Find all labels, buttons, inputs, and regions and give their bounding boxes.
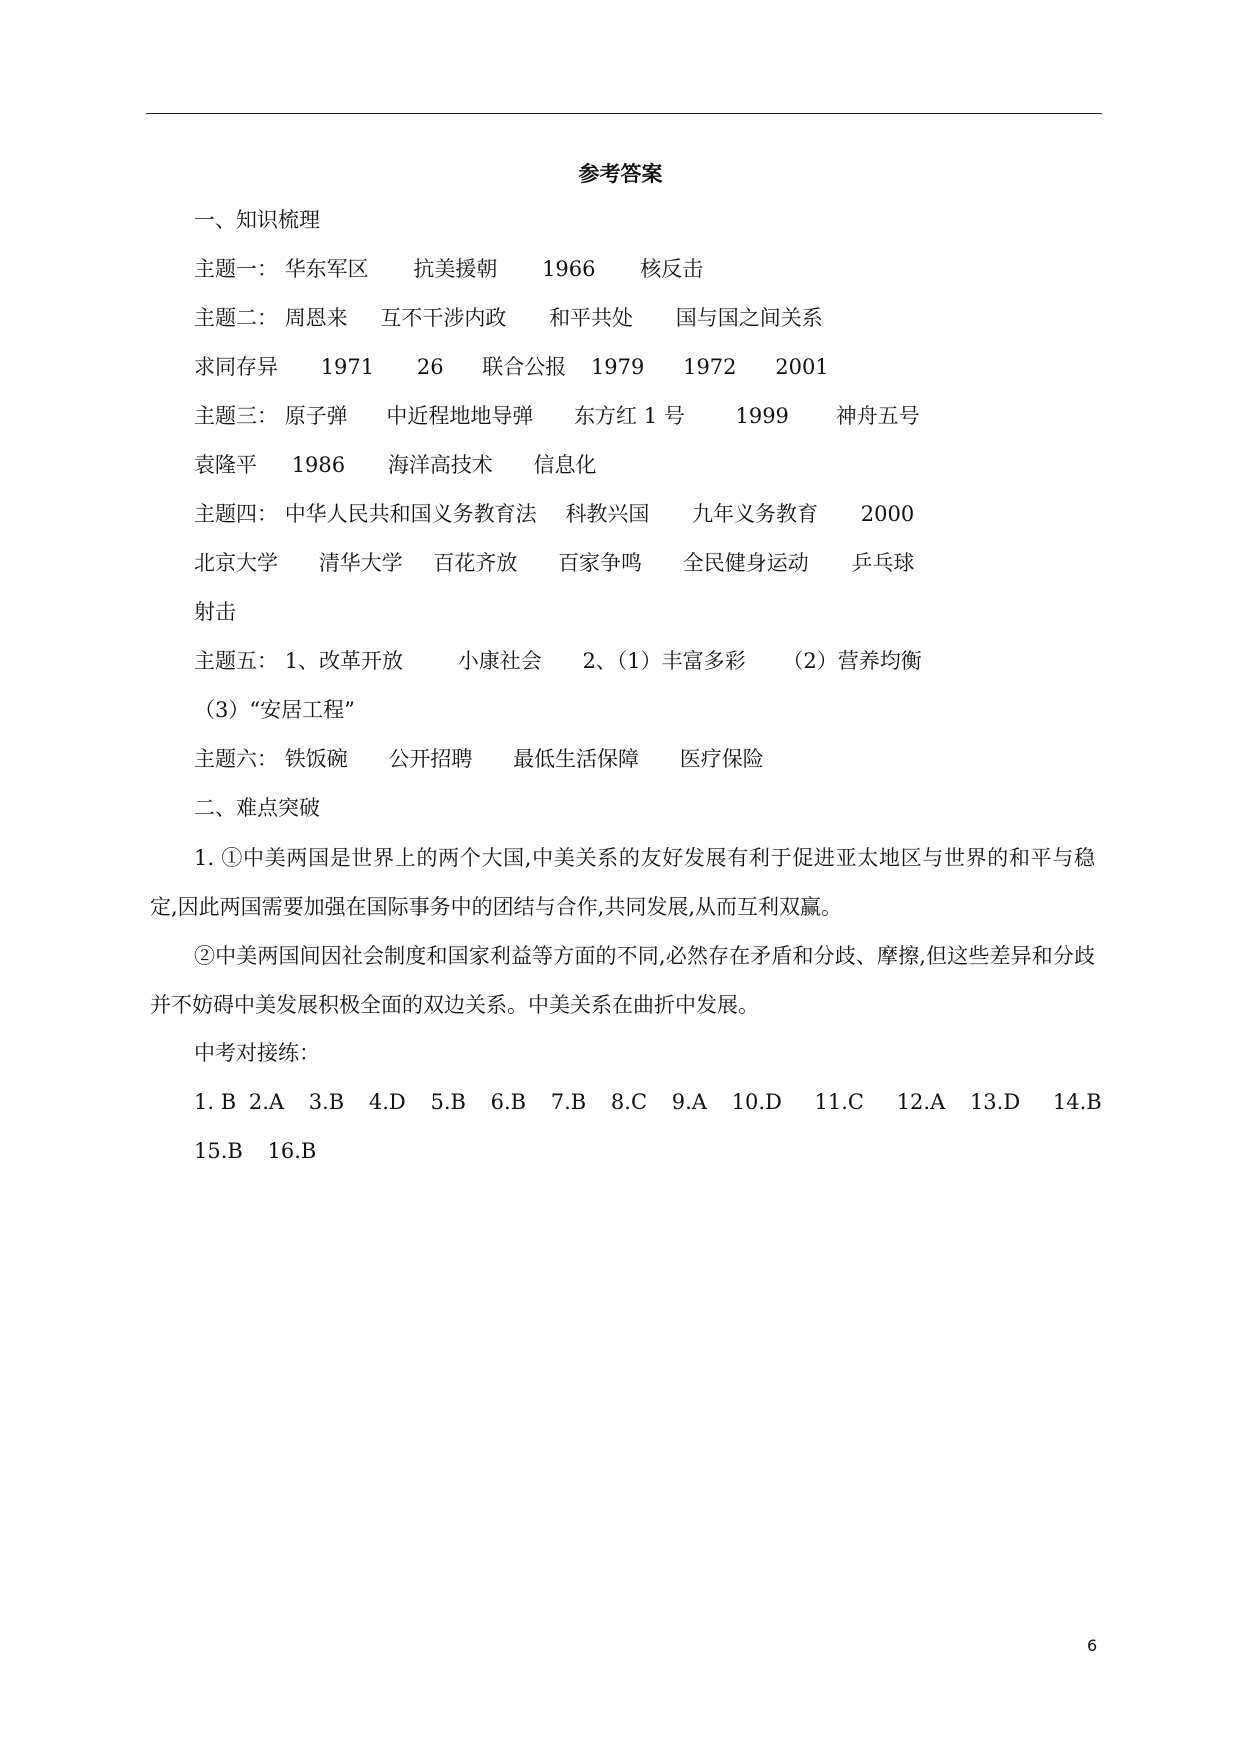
answer-item: 联合公报 <box>482 355 567 379</box>
answer-item: 袁隆平 <box>194 453 257 477</box>
theme-4-label: 主题四： <box>194 502 278 526</box>
theme-3-label: 主题三： <box>194 404 278 428</box>
theme-1-label: 主题一： <box>194 257 278 281</box>
answer-item: 东方红 1 号 <box>574 404 685 428</box>
answer-item: 1999 <box>735 404 789 428</box>
exam-answer: 13.D <box>969 1090 1021 1114</box>
exam-answer: 1. B <box>194 1090 237 1114</box>
answer-item: 信息化 <box>533 453 597 477</box>
answer-item: 中华人民共和国义务教育法 <box>284 502 537 526</box>
exam-answer: 14.B <box>1052 1090 1102 1114</box>
theme-2-line-cont <box>194 352 829 382</box>
answer-item: 清华大学 <box>318 551 403 575</box>
answer-item: 抗美援朝 <box>413 257 498 281</box>
answer-item: 北京大学 <box>194 551 278 575</box>
theme-3-line-cont <box>194 450 597 480</box>
answer-item: 和平共处 <box>549 306 634 330</box>
answer-item: 26 <box>416 355 444 379</box>
answer-item: 铁饭碗 <box>284 747 348 771</box>
answer-item: 百花齐放 <box>433 551 518 575</box>
answer-item: 互不干涉内政 <box>380 306 507 330</box>
answer-item: 最低生活保障 <box>513 747 640 771</box>
exam-answer: 7.B <box>550 1090 587 1114</box>
answer-item: 小康社会 <box>457 649 542 673</box>
exam-answer: 12.A <box>896 1090 946 1114</box>
answer-item: 公开招聘 <box>388 747 473 771</box>
answer-item: 2、（1）丰富多彩 <box>582 649 746 673</box>
answer-item: 1、改革开放 <box>284 649 404 673</box>
answer-item: 医疗保险 <box>679 747 764 771</box>
page-title: 参考答案 <box>578 162 663 186</box>
answer-item: 1979 <box>590 355 645 379</box>
answer-item: 九年义务教育 <box>692 502 819 526</box>
theme-2-line <box>194 303 823 333</box>
answer-item: 华东军区 <box>284 257 369 281</box>
theme-5-label: 主题五： <box>194 649 278 673</box>
exam-answer: 8.C <box>610 1090 648 1114</box>
exam-answer: 16.B <box>267 1139 317 1163</box>
theme-5-line <box>194 646 922 676</box>
answer-item: 1966 <box>542 257 596 281</box>
exam-answer: 3.B <box>308 1090 345 1114</box>
answer-item: 国与国之间关系 <box>675 306 823 330</box>
answer-item: （3）“安居工程” <box>194 698 355 722</box>
exam-answer: 11.C <box>814 1090 864 1114</box>
answer-item: 乒乓球 <box>851 551 915 575</box>
answer-item: 求同存异 <box>194 355 278 379</box>
page-number: 6 <box>1087 1636 1098 1655</box>
exam-answer: 5.B <box>430 1090 466 1114</box>
answer-item: 海洋高技术 <box>387 453 493 477</box>
theme-6-label: 主题六： <box>194 747 278 771</box>
answer-item: 1972 <box>683 355 737 379</box>
answer-item: 中近程地地导弹 <box>386 404 534 428</box>
exam-answer: 9.A <box>671 1090 707 1114</box>
exam-answer: 2.A <box>248 1090 285 1114</box>
answer-item: 原子弹 <box>284 404 348 428</box>
answer-item: 1986 <box>291 453 346 477</box>
exam-answers-line-1 <box>194 1087 1102 1117</box>
answer-item: 周恩来 <box>284 306 348 330</box>
answer-item: 科教兴国 <box>565 502 650 526</box>
theme-4-line <box>194 499 914 529</box>
answer-item: 射击 <box>194 600 236 624</box>
theme-2-label: 主题二： <box>194 306 278 330</box>
answer-item: 2000 <box>860 502 915 526</box>
theme-3-line <box>194 401 920 431</box>
exam-answer: 4.D <box>368 1090 406 1114</box>
difficulty-paragraph-1: 1. ①中美两国是世界上的两个大国,中美关系的友好发展有利于促进亚太地区与世界的和平与稳定,因此两国需要加强在国际事务中的团结与合作,共同发展,从而互利双赢。 <box>150 846 1095 919</box>
theme-4-line-cont <box>194 548 914 578</box>
answer-item: 1971 <box>320 355 375 379</box>
answer-item: （2）营养均衡 <box>782 649 922 673</box>
answer-item: 百家争鸣 <box>558 551 643 575</box>
answer-item: 全民健身运动 <box>682 551 809 575</box>
answer-item: 2001 <box>775 355 829 379</box>
theme-1-line <box>194 254 703 284</box>
header-rule <box>146 113 1102 114</box>
exam-answer: 6.B <box>490 1090 527 1114</box>
section-heading-knowledge: 一、知识梳理 <box>194 208 320 232</box>
section-heading-difficulties: 二、难点突破 <box>194 796 320 820</box>
theme-5-line-cont <box>194 695 355 725</box>
answer-item: 神舟五号 <box>835 404 920 428</box>
section-heading-exam-practice: 中考对接练： <box>194 1041 320 1065</box>
exam-answer: 15.B <box>194 1139 243 1163</box>
difficulty-paragraph-2: ②中美两国间因社会制度和国家利益等方面的不同,必然存在矛盾和分歧、摩擦,但这些差异和分歧并不妨碍中美发展积极全面的双边关系。中美关系在曲折中发展。 <box>150 944 1095 1017</box>
theme-6-line <box>194 744 764 774</box>
theme-4-line-cont2 <box>194 597 236 627</box>
exam-answers-line-2 <box>194 1136 316 1166</box>
exam-answer: 10.D <box>731 1090 782 1114</box>
answer-item: 核反击 <box>640 257 704 281</box>
